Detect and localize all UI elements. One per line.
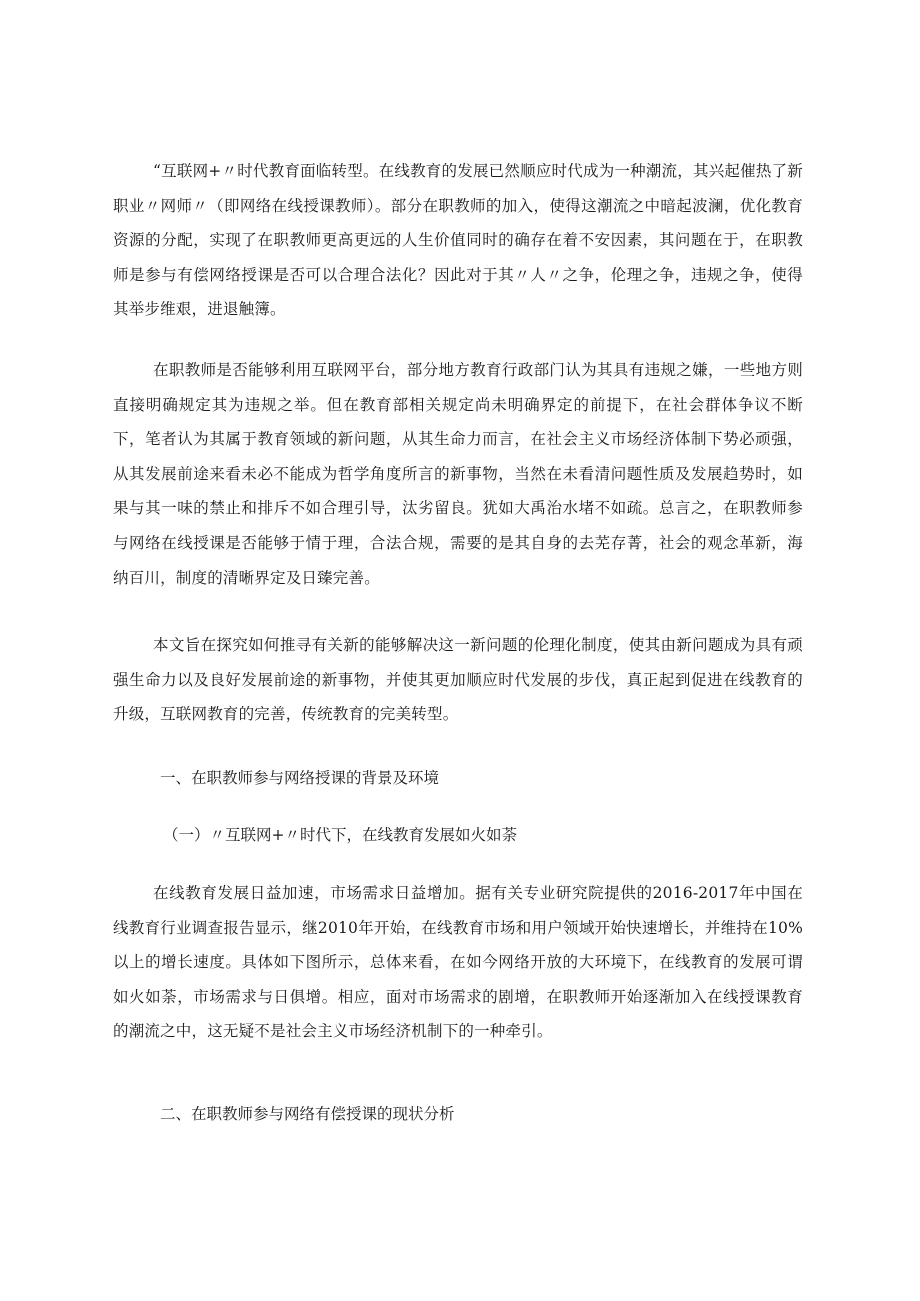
- subsection-heading-1-1: （一）〃互联网+〃时代下，在线教育发展如火如荼: [163, 826, 517, 844]
- section-heading-1: 一、在职教师参与网络授课的背景及环境: [160, 769, 440, 787]
- section-heading-2: 二、在职教师参与网络有偿授课的现状分析: [160, 1105, 455, 1123]
- paragraph-controversy: 在职教师是否能够利用互联网平台，部分地方教育行政部门认为其具有违规之嫌，一些地方则直接明确规定其为违规之举。但在教育部相关规定尚未明确界定的前提下，在社会群体争议不断下，笔者认为其属于教育领域的新问题，从其生命力而言，在社会主义市场经济体制下势必顽强，从其发展前途来看未必不能成为哲学角度所言的新事物，当然在未看清问题性质及发展趋势时，如果与其一味的禁止和排斥不如合理引导，汰劣留良。犹如大禹治水堵不如疏。总言之，在职教师参与网络在线授课是否能够于情于理，合法合规，需要的是其自身的去芜存菁，社会的观念革新，海纳百川，制度的清晰界定及日臻完善。: [113, 361, 803, 587]
- paragraph-purpose: 本文旨在探究如何推寻有关新的能够解决这一新问题的伦理化制度，使其由新问题成为具有顽强生命力以及良好发展前途的新事物，并使其更加顺应时代发展的步伐，真正起到促进在线教育的升级，互联网教育的完善，传统教育的完美转型。: [113, 636, 803, 724]
- paragraph-market-growth: 在线教育发展日益加速，市场需求日益增加。据有关专业研究院提供的2016-2017年中国在线教育行业调查报告显示，继2010年开始，在线教育市场和用户领域开始快速增长，并维持在10%以上的增长速度。具体如下图所示，总体来看，在如今网络开放的大环境下，在线教育的发展可谓如火如荼，市场需求与日俱增。相应，面对市场需求的剧增，在职教师开始逐渐加入在线授课教育的潮流之中，这无疑不是社会主义市场经济机制下的一种牵引。: [113, 884, 803, 1041]
- paragraph-intro: “互联网+〃时代教育面临转型。在线教育的发展已然顺应时代成为一种潮流，其兴起催热了新职业〃网师〃（即网络在线授课教师）。部分在职教师的加入，使得这潮流之中暗起波澜，优化教育资源的分配，实现了在职教师更高更远的人生价值同时的确存在着不安因素，其问题在于，在职教师是参与有偿网络授课是否可以合理合法化？因此对于其〃人〃之争，伦理之争，违规之争，使得其举步维艰，进退触簿。: [113, 162, 803, 319]
